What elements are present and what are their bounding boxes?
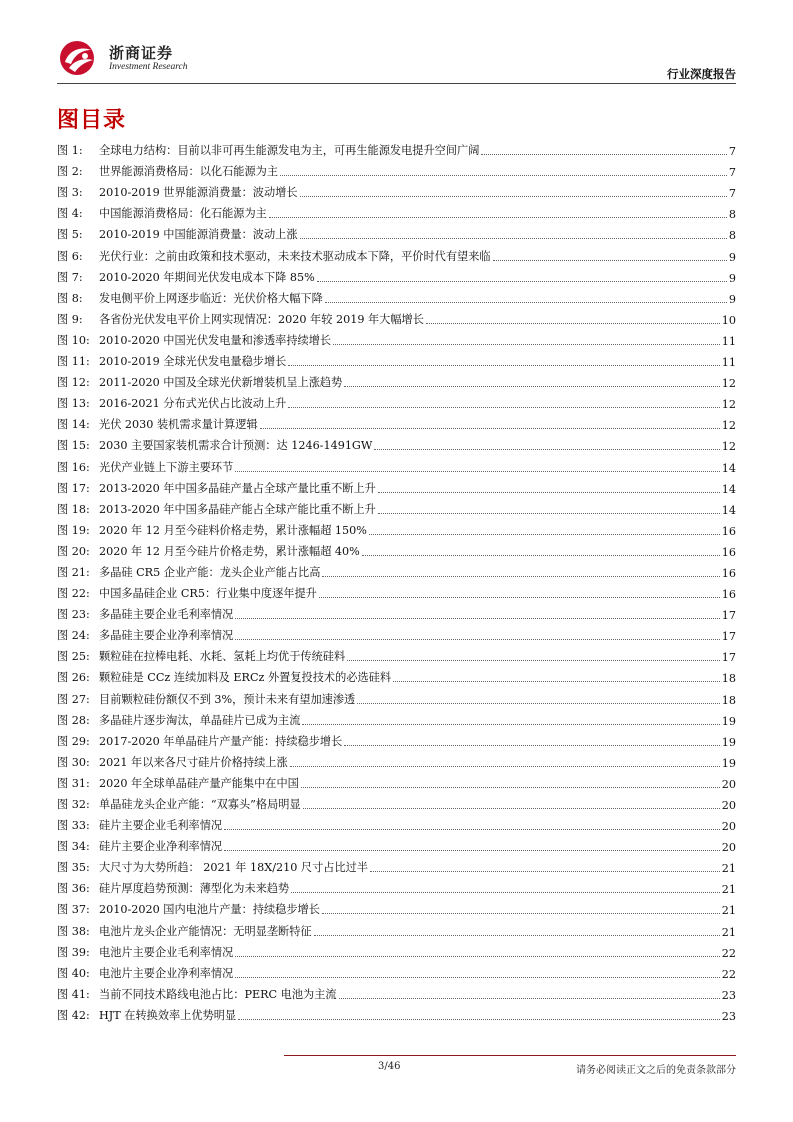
toc-leader-dots [300, 238, 727, 239]
toc-leader-dots [344, 386, 719, 387]
toc-entry-number: 图 26: [57, 671, 90, 685]
toc-entry[interactable] [57, 770, 736, 791]
toc-entry-number: 图 3: [57, 186, 83, 200]
toc-entry-title: 多晶硅主要企业毛利率情况 [99, 608, 234, 622]
toc-entry-page: 11 [721, 334, 736, 348]
toc-entry-number: 图 1: [57, 144, 83, 158]
toc-entry-page: 9 [728, 271, 736, 285]
toc-entry-number: 图 34: [57, 840, 90, 854]
toc-leader-dots [493, 260, 727, 261]
toc-entry[interactable] [57, 242, 736, 263]
toc-entry[interactable] [57, 496, 736, 517]
toc-leader-dots [378, 492, 720, 493]
toc-entry[interactable] [57, 707, 736, 728]
toc-entry[interactable] [57, 917, 736, 938]
page-number: 3/46 [378, 1061, 401, 1072]
toc-entry-page: 21 [721, 904, 736, 918]
toc-entry-title: 电池片龙头企业产能情况：无明显垄断特征 [99, 924, 312, 938]
toc-entry-title: 2017-2020 年单晶硅片产量产能：持续稳步增长 [99, 734, 343, 748]
toc-entry[interactable] [57, 643, 736, 664]
toc-entry-title: 2013-2020 年中国多晶硅产量占全球产量比重不断上升 [99, 481, 376, 495]
footer-divider [284, 1055, 736, 1056]
toc-entry[interactable] [57, 875, 736, 896]
toc-leader-dots [393, 681, 720, 682]
toc-entry-page: 21 [721, 883, 736, 897]
logo-mark-icon [59, 40, 99, 76]
toc-entry-title: 目前颗粒硅份额仅不到 3%，预计未来有望加速渗透 [99, 692, 356, 706]
header-divider [57, 83, 736, 84]
toc-leader-dots [322, 576, 719, 577]
toc-entry-title: 光伏 2030 装机需求量计算逻辑 [99, 418, 258, 432]
toc-entry[interactable] [57, 200, 736, 221]
toc-entry-number: 图 21: [57, 565, 90, 579]
toc-entry-title: 光伏行业：之前由政策和技术驱动，未来技术驱动成本下降，平价时代有望来临 [99, 249, 491, 263]
toc-leader-dots [347, 660, 720, 661]
toc-entry[interactable] [57, 538, 736, 559]
toc-entry-number: 图 9: [57, 312, 83, 326]
toc-entry-title: 硅片厚度趋势预测：薄型化为未来趋势 [99, 882, 290, 896]
toc-entry-title: 各省份光伏发电平价上网实现情况：2020 年较 2019 年大幅增长 [99, 312, 424, 326]
toc-entry[interactable] [57, 369, 736, 390]
toc-entry-number: 图 23: [57, 608, 90, 622]
toc-leader-dots [291, 892, 720, 893]
toc-leader-dots [300, 196, 727, 197]
toc-entry-page: 20 [721, 820, 736, 834]
toc-entry-number: 图 25: [57, 650, 90, 664]
toc-entry-page: 14 [721, 503, 736, 517]
report-type-label: 行业深度报告 [667, 67, 736, 81]
toc-entry-title: 颗粒硅是 CCz 连续加料及 ERCz 外置复投技术的必选硅料 [99, 671, 392, 685]
toc-leader-dots [235, 471, 719, 472]
toc-entry-page: 12 [721, 377, 736, 391]
toc-entry-number: 图 16: [57, 460, 90, 474]
toc-entry-number: 图 42: [57, 1008, 90, 1022]
toc-entry-title: 2010-2019 全球光伏发电量稳步增长 [99, 355, 287, 369]
toc-entry-page: 16 [721, 566, 736, 580]
toc-entry-title: 2010-2020 国内电池片产量：持续稳步增长 [99, 903, 320, 917]
toc-entry-page: 9 [728, 250, 736, 264]
toc-leader-dots [333, 344, 720, 345]
toc-entry-number: 图 7: [57, 270, 83, 284]
toc-entry-title: 电池片主要企业毛利率情况 [99, 945, 234, 959]
toc-leader-dots [481, 154, 726, 155]
toc-entry-number: 图 4: [57, 207, 83, 221]
toc-entry-title: 2010-2020 年期间光伏发电成本下降 85% [99, 270, 315, 284]
toc-entry-page: 17 [721, 630, 736, 644]
toc-entry-page: 18 [721, 672, 736, 686]
toc-entry-title: 2020 年 12 月至今硅片价格走势，累计涨幅超 40% [99, 544, 360, 558]
toc-entry[interactable] [57, 285, 736, 306]
toc-entry-number: 图 35: [57, 861, 90, 875]
toc-entry-page: 7 [728, 166, 736, 180]
toc-entry-number: 图 5: [57, 228, 83, 242]
toc-entry-title: 2011-2020 中国及全球光伏新增装机呈上涨趋势 [99, 376, 343, 390]
figure-list [57, 137, 736, 1023]
toc-entry-page: 19 [721, 714, 736, 728]
toc-entry-number: 图 8: [57, 291, 83, 305]
toc-entry-title: 多晶硅主要企业净利率情况 [99, 629, 234, 643]
toc-entry[interactable] [57, 390, 736, 411]
toc-entry[interactable] [57, 833, 736, 854]
toc-entry-title: 2030 主要国家装机需求合计预测：达 1246-1491GW [99, 439, 373, 453]
toc-entry-title: 光伏产业链上下游主要环节 [99, 460, 234, 474]
toc-entry-number: 图 39: [57, 945, 90, 959]
toc-leader-dots [317, 281, 727, 282]
toc-leader-dots [314, 935, 720, 936]
toc-leader-dots [339, 998, 720, 999]
toc-entry[interactable] [57, 306, 736, 327]
toc-entry-title: 多晶硅片逐步淘汰，单晶硅片已成为主流 [99, 713, 301, 727]
toc-entry-title: 2010-2020 中国光伏发电量和渗透率持续增长 [99, 333, 332, 347]
toc-entry-title: 硅片主要企业毛利率情况 [99, 819, 223, 833]
toc-entry[interactable] [57, 221, 736, 242]
toc-entry-page: 20 [721, 799, 736, 812]
toc-entry[interactable] [57, 812, 736, 833]
toc-leader-dots [322, 913, 720, 914]
toc-entry-title: 多晶硅 CR5 企业产能：龙头企业产能占比高 [99, 565, 321, 579]
toc-entry[interactable] [57, 685, 736, 706]
toc-leader-dots [303, 808, 720, 809]
toc-leader-dots [302, 724, 719, 725]
toc-entry[interactable] [57, 960, 736, 981]
toc-entry[interactable] [57, 728, 736, 749]
toc-entry-page: 12 [721, 398, 736, 412]
toc-entry-number: 图 27: [57, 692, 90, 706]
toc-entry[interactable] [57, 517, 736, 538]
toc-leader-dots [325, 302, 727, 303]
toc-entry-title: 中国多晶硅企业 CR5：行业集中度逐年提升 [99, 587, 317, 601]
toc-entry-number: 图 30: [57, 755, 90, 769]
toc-entry-number: 图 15: [57, 439, 90, 453]
toc-entry[interactable] [57, 580, 736, 601]
toc-leader-dots [344, 745, 719, 746]
toc-entry-number: 图 14: [57, 418, 90, 432]
toc-entry-number: 图 13: [57, 397, 90, 411]
toc-entry-title: 中国能源消费格局：化石能源为主 [99, 207, 267, 221]
toc-entry-title: 单晶硅龙头企业产能：“双寡头”格局明显 [99, 798, 301, 811]
toc-entry-number: 图 18: [57, 502, 90, 516]
toc-entry-page: 18 [721, 693, 736, 707]
toc-entry-number: 图 12: [57, 376, 90, 390]
toc-leader-dots [301, 787, 720, 788]
toc-entry[interactable] [57, 664, 736, 685]
toc-entry-page: 12 [721, 419, 736, 433]
toc-entry-page: 16 [721, 524, 736, 538]
toc-entry-number: 图 37: [57, 903, 90, 917]
toc-entry-number: 图 20: [57, 544, 90, 558]
toc-entry-page: 20 [721, 777, 736, 791]
toc-entry[interactable] [57, 179, 736, 200]
toc-entry-number: 图 28: [57, 713, 90, 727]
toc-entry-page: 16 [721, 545, 736, 559]
toc-leader-dots [290, 766, 720, 767]
toc-entry[interactable] [57, 475, 736, 496]
toc-entry-title: 颗粒硅在拉棒电耗、水耗、氢耗上均优于传统硅料 [99, 650, 346, 664]
toc-leader-dots [319, 597, 720, 598]
toc-entry-title: 2021 年以来各尺寸硅片价格持续上涨 [99, 755, 288, 769]
toc-entry-title: HJT 在转换效率上优势明显 [99, 1008, 237, 1022]
toc-title: 图目录 [57, 108, 127, 133]
toc-entry[interactable] [57, 411, 736, 432]
toc-entry-page: 14 [721, 461, 736, 475]
toc-entry-page: 14 [721, 482, 736, 496]
toc-entry-page: 11 [721, 356, 736, 370]
toc-entry-page: 17 [721, 651, 736, 665]
toc-entry-title: 2013-2020 年中国多晶硅产能占全球产能比重不断上升 [99, 502, 376, 516]
toc-entry-number: 图 41: [57, 987, 90, 1001]
toc-entry-title: 2016-2021 分布式光伏占比波动上升 [99, 397, 287, 411]
toc-entry-title: 大尺寸为大势所趋： 2021 年 18X/210 尺寸占比过半 [99, 861, 369, 875]
toc-entry-number: 图 31: [57, 776, 90, 790]
toc-entry-page: 10 [721, 313, 736, 327]
toc-leader-dots [269, 217, 727, 218]
toc-entry-title: 硅片主要企业净利率情况 [99, 840, 223, 854]
toc-entry[interactable] [57, 791, 736, 812]
toc-entry-title: 世界能源消费格局：以化石能源为主 [99, 165, 279, 179]
toc-leader-dots [235, 618, 719, 619]
toc-entry-page: 8 [728, 208, 736, 222]
toc-entry-page: 16 [721, 588, 736, 602]
toc-entry[interactable] [57, 348, 736, 369]
toc-entry-page: 9 [728, 292, 736, 306]
toc-entry-title: 2010-2019 世界能源消费量：波动增长 [99, 186, 298, 200]
toc-leader-dots [362, 555, 720, 556]
toc-entry[interactable] [57, 158, 736, 179]
toc-leader-dots [357, 703, 720, 704]
toc-entry[interactable] [57, 749, 736, 770]
toc-entry-number: 图 17: [57, 481, 90, 495]
toc-entry-page: 23 [721, 1009, 736, 1023]
toc-leader-dots [224, 829, 720, 830]
toc-entry-page: 22 [721, 946, 736, 960]
toc-leader-dots [235, 956, 719, 957]
page-header [57, 40, 736, 84]
toc-entry-page: 19 [721, 756, 736, 770]
toc-entry[interactable] [57, 939, 736, 960]
toc-entry-number: 图 40: [57, 966, 90, 980]
toc-entry[interactable] [57, 622, 736, 643]
toc-entry-number: 图 10: [57, 333, 90, 347]
toc-entry-page: 7 [728, 187, 736, 201]
toc-entry-number: 图 33: [57, 819, 90, 833]
toc-entry-page: 22 [721, 967, 736, 981]
toc-entry[interactable] [57, 601, 736, 622]
toc-entry-page: 7 [728, 145, 736, 159]
toc-entry[interactable] [57, 981, 736, 1002]
toc-entry-page: 8 [728, 229, 736, 243]
toc-leader-dots [224, 850, 720, 851]
toc-entry-number: 图 19: [57, 523, 90, 537]
toc-entry-title: 当前不同技术路线电池占比：PERC 电池为主流 [99, 987, 337, 1001]
toc-entry-title: 发电侧平价上网逐步临近：光伏价格大幅下降 [99, 291, 323, 305]
toc-entry-page: 21 [721, 925, 736, 939]
toc-entry[interactable] [57, 137, 736, 158]
logo-chinese-name: 浙商证券 [109, 44, 174, 62]
disclaimer-text: 请务必阅读正文之后的免责条款部分 [576, 1065, 736, 1076]
toc-leader-dots [238, 1019, 720, 1020]
toc-leader-dots [235, 639, 719, 640]
toc-entry-title: 电池片主要企业净利率情况 [99, 966, 234, 980]
toc-leader-dots [280, 175, 727, 176]
toc-entry[interactable] [57, 432, 736, 453]
toc-entry[interactable] [57, 1002, 736, 1023]
toc-entry-number: 图 29: [57, 734, 90, 748]
toc-leader-dots [260, 428, 720, 429]
toc-entry-number: 图 2: [57, 165, 83, 179]
toc-entry-page: 21 [721, 862, 736, 876]
toc-entry[interactable] [57, 327, 736, 348]
toc-entry-number: 图 11: [57, 355, 90, 369]
toc-entry-number: 图 24: [57, 629, 90, 643]
toc-entry[interactable] [57, 453, 736, 474]
toc-entry-number: 图 6: [57, 249, 83, 263]
toc-entry-page: 23 [721, 988, 736, 1002]
toc-entry-title: 2020 年全球单晶硅产量产能集中在中国 [99, 776, 299, 790]
toc-leader-dots [235, 977, 719, 978]
toc-entry[interactable] [57, 854, 736, 875]
toc-entry-number: 图 22: [57, 587, 90, 601]
toc-entry-number: 图 38: [57, 924, 90, 938]
toc-leader-dots [426, 323, 720, 324]
toc-entry-number: 图 32: [57, 798, 90, 811]
toc-entry[interactable] [57, 559, 736, 580]
company-logo [57, 40, 207, 80]
toc-leader-dots [374, 449, 719, 450]
toc-leader-dots [378, 513, 720, 514]
toc-leader-dots [370, 871, 720, 872]
toc-entry-title: 全球电力结构：目前以非可再生能源发电为主，可再生能源发电提升空间广阔 [99, 144, 480, 158]
toc-entry-page: 12 [721, 440, 736, 454]
toc-entry-page: 20 [721, 841, 736, 855]
toc-entry[interactable] [57, 264, 736, 285]
toc-entry-number: 图 36: [57, 882, 90, 896]
toc-entry[interactable] [57, 896, 736, 917]
toc-leader-dots [288, 407, 719, 408]
toc-entry-page: 17 [721, 609, 736, 623]
logo-english-name: Investment Research [109, 62, 188, 72]
toc-entry-title: 2020 年 12 月至今硅料价格走势，累计涨幅超 150% [99, 523, 367, 537]
toc-entry-title: 2010-2019 中国能源消费量：波动上涨 [99, 228, 298, 242]
toc-entry-page: 19 [721, 735, 736, 749]
toc-leader-dots [369, 534, 720, 535]
toc-leader-dots [288, 365, 719, 366]
